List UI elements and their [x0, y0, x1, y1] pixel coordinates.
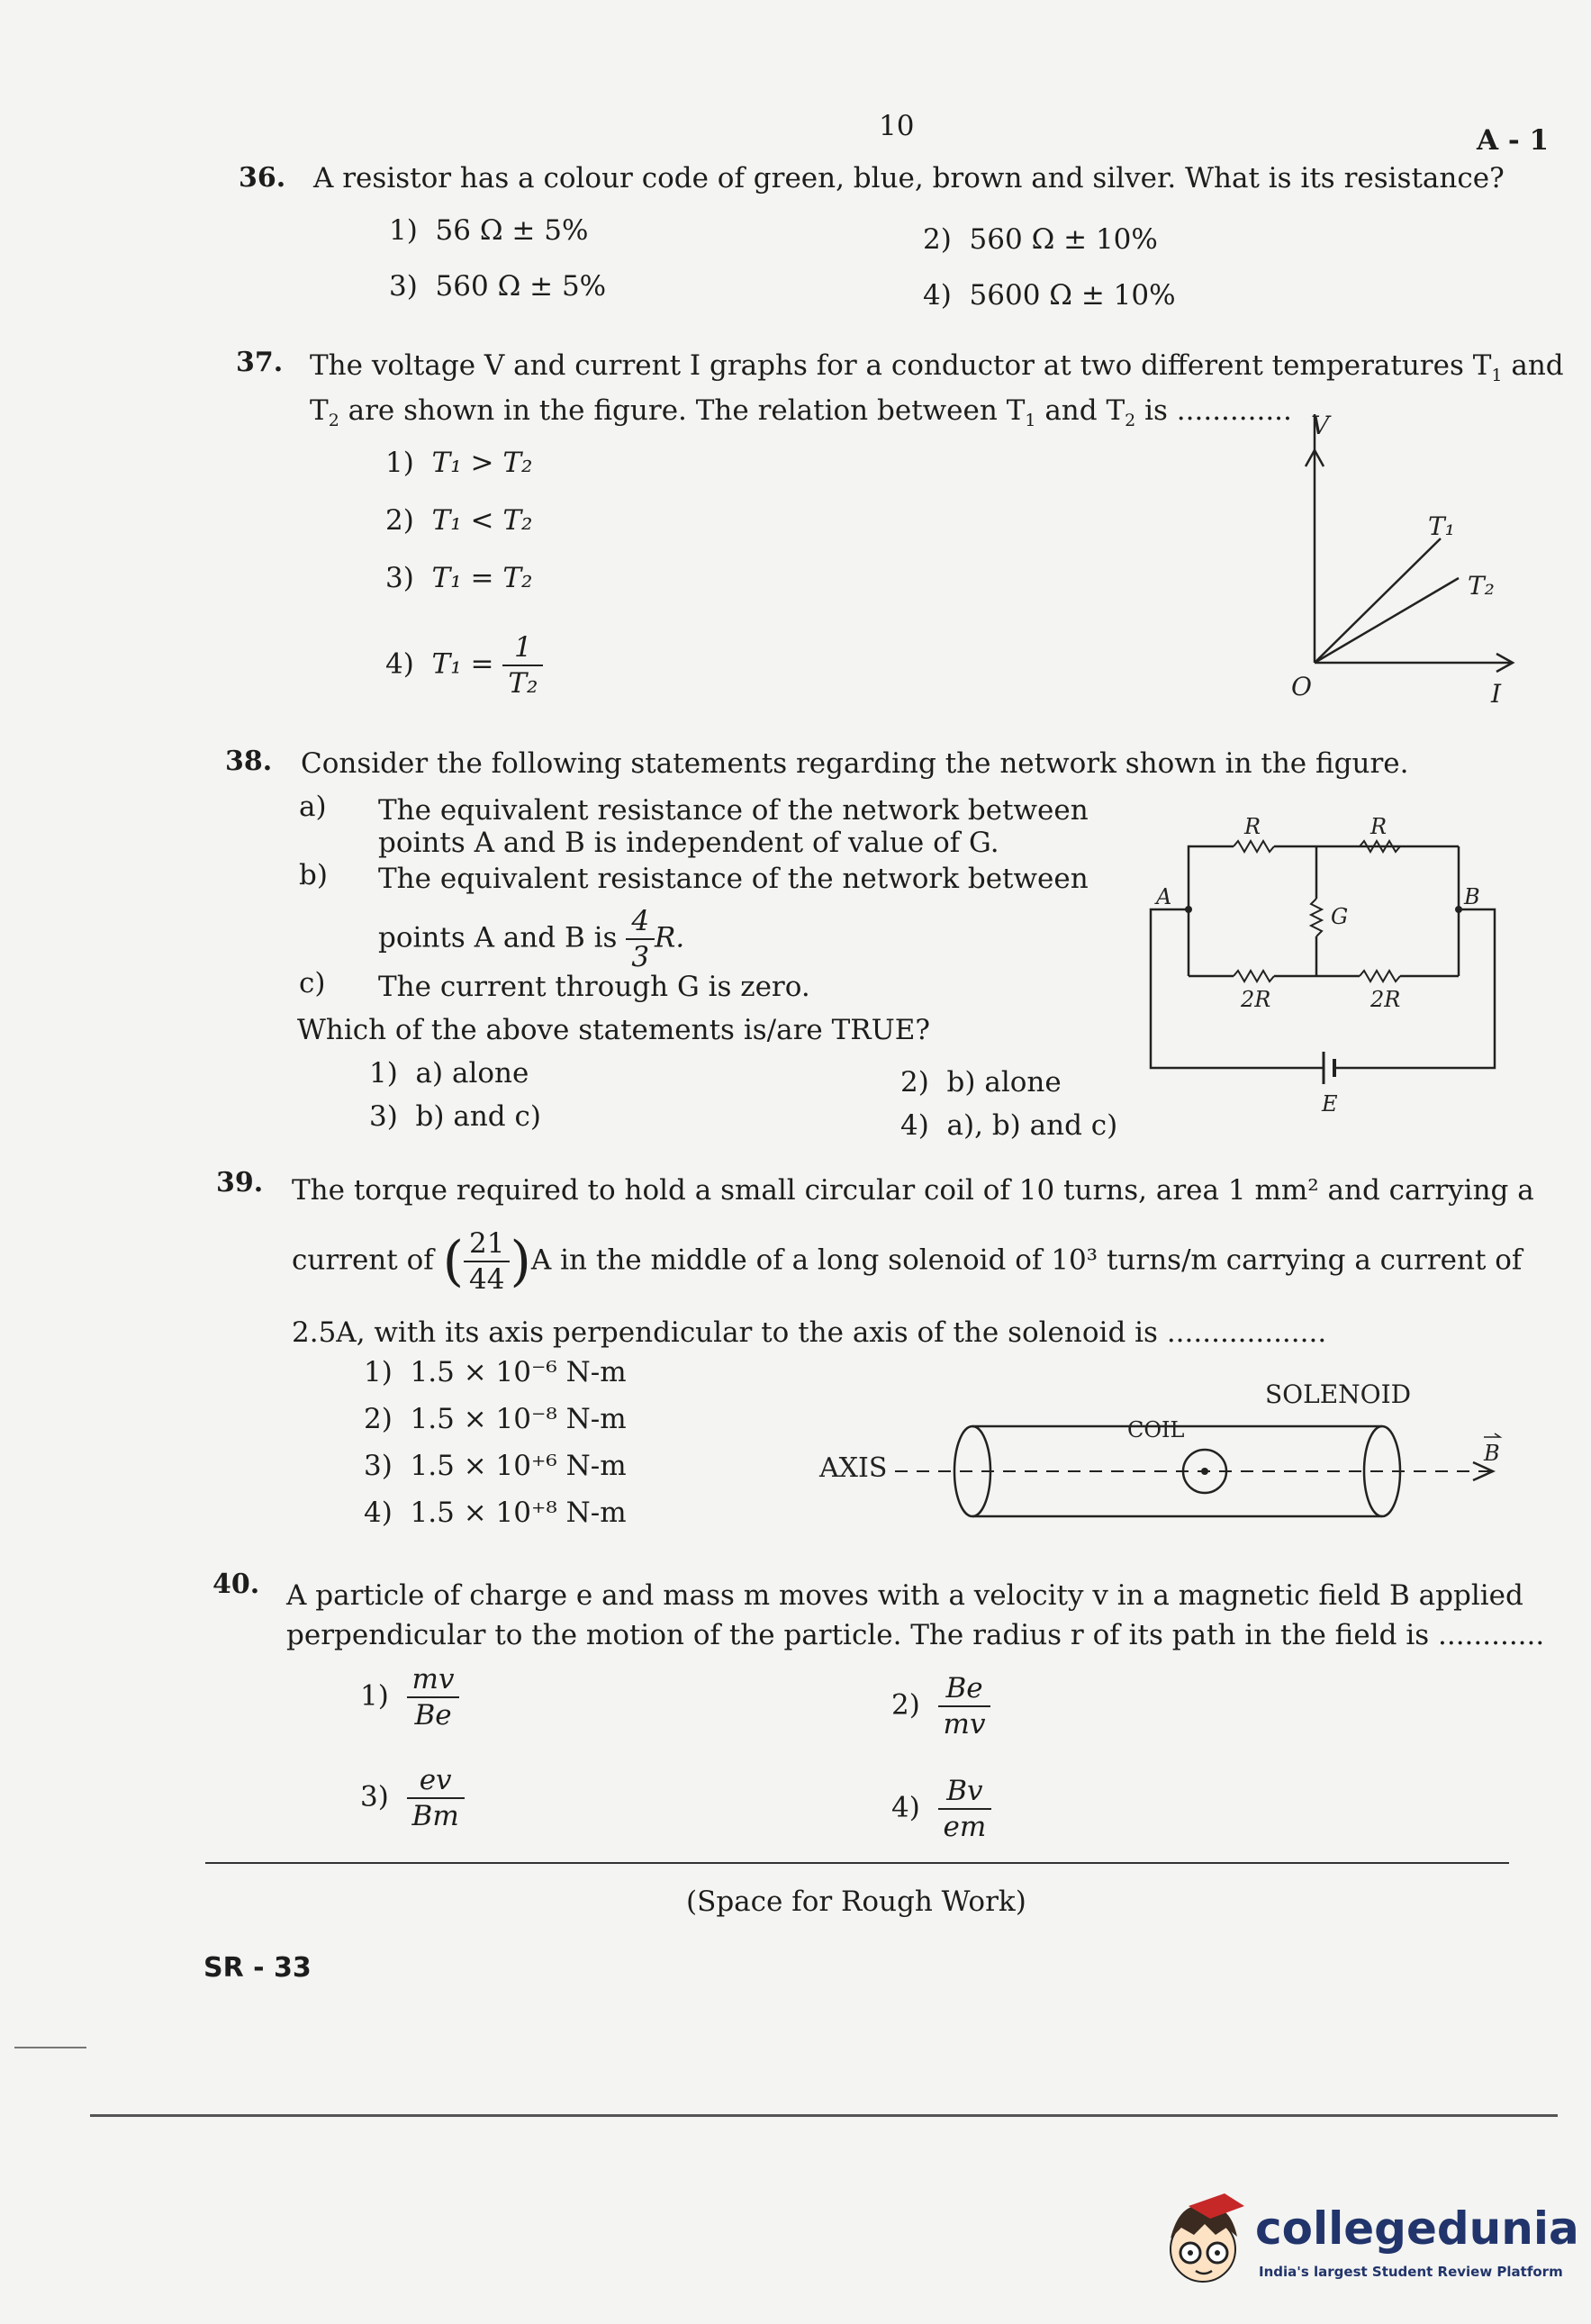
- logo-name: collegedunia: [1255, 2202, 1579, 2255]
- question-ask: Which of the above statements is/are TRUE?: [297, 1014, 930, 1046]
- label-node-b: B: [1464, 884, 1480, 909]
- statement-b-line-2: points A and B is $\frac{4}{3}$ R.: [378, 905, 685, 973]
- question-number: 37.: [236, 347, 284, 378]
- option-2: 2) b) alone: [900, 1066, 1062, 1099]
- label-r-bottom-right: 2R: [1370, 987, 1401, 1012]
- option-1: 1) 1.5 × 10⁻⁶ N-m: [364, 1356, 627, 1388]
- label-node-a: A: [1156, 884, 1172, 909]
- resistor-top-left: [1234, 841, 1274, 852]
- statement-c-line-1: The current through G is zero.: [378, 971, 810, 1003]
- statement-c-label: c): [299, 967, 326, 999]
- option-1: 1) 56 Ω ± 5%: [389, 214, 589, 247]
- label-g: G: [1331, 904, 1349, 929]
- field-b-label: B: [1484, 1441, 1500, 1466]
- collegedunia-logo: [1162, 2186, 1579, 2294]
- option-2: 2) 1.5 × 10⁻⁸ N-m: [364, 1403, 627, 1435]
- mascot-icon: [1162, 2186, 1261, 2294]
- question-number: 38.: [225, 746, 273, 777]
- option-2: 2) $\frac{Be}{mv}$: [891, 1671, 990, 1741]
- option-4: 4) $\frac{Bv}{em}$: [891, 1774, 991, 1844]
- logo-tagline: India's largest Student Review Platform: [1259, 2264, 1563, 2280]
- question-text: A resistor has a colour code of green, blue, brown and silver. What is its resistance?: [313, 162, 1505, 194]
- option-1: 1) $\frac{mv}{Be}$: [360, 1662, 459, 1732]
- question-line-1: A particle of charge e and mass m moves with a velocity v in a magnetic field B applied: [286, 1579, 1523, 1612]
- question-text: Consider the following statements regarding the network shown in the figure.: [301, 747, 1409, 780]
- question-line-3: 2.5A, with its axis perpendicular to the axis of the solenoid is ..................: [292, 1316, 1327, 1349]
- question-line-1: The voltage V and current I graphs for a conductor at two different temperatures $T_1$ and: [310, 349, 1564, 386]
- vector-arrow-icon: [1484, 1433, 1500, 1437]
- galvanometer-g: [1311, 899, 1322, 936]
- question-number: 39.: [216, 1167, 264, 1198]
- option-3: 3) 560 Ω ± 5%: [389, 270, 607, 303]
- vi-graph: [1279, 411, 1549, 720]
- option-1: 1) T₁ > T₂: [385, 447, 533, 479]
- solenoid-label: SOLENOID: [1265, 1379, 1412, 1409]
- node-b-dot: [1455, 906, 1462, 913]
- question-line-2: $T_2$ are shown in the figure. The relation between $T_1$ and $T_2$ is .............: [310, 394, 1292, 431]
- statement-a-label: a): [299, 791, 327, 823]
- page-number: 10: [879, 110, 915, 142]
- option-3: 3) T₁ = T₂: [385, 562, 533, 594]
- node-a-dot: [1185, 906, 1192, 913]
- resistor-bottom-left: [1234, 971, 1274, 981]
- t1-label: T₁: [1428, 511, 1455, 541]
- option-4: 4) 5600 Ω ± 10%: [923, 279, 1176, 312]
- label-r-bottom-left: 2R: [1241, 987, 1271, 1012]
- question-number: 40.: [212, 1569, 260, 1600]
- option-2: 2) 560 Ω ± 10%: [923, 223, 1158, 256]
- option-1: 1) a) alone: [369, 1057, 529, 1090]
- resistor-bottom-right: [1360, 971, 1400, 981]
- option-4: 4) T₁ = $\frac{1}{\text{T₂}}$: [385, 630, 543, 701]
- paper-code: A - 1: [1477, 124, 1550, 157]
- statement-b-line-1: The equivalent resistance of the network between: [378, 863, 1089, 895]
- origin-label: O: [1291, 672, 1312, 701]
- margin-mark: [14, 2047, 86, 2048]
- x-axis-label: I: [1491, 679, 1502, 709]
- circuit-diagram: [1134, 810, 1513, 1135]
- question-line-2: perpendicular to the motion of the particle. The radius r of its path in the field is ............: [286, 1619, 1545, 1651]
- t2-label: T₂: [1468, 571, 1495, 601]
- rough-work-label: (Space for Rough Work): [686, 1885, 1026, 1918]
- option-2: 2) T₁ < T₂: [385, 504, 533, 537]
- page-bottom-rule: [90, 2114, 1558, 2117]
- question-line-2: current of ( $\frac{21}{44}$ )A in the middle of a long solenoid of 10³ turns/m carrying a current of: [292, 1227, 1523, 1296]
- option-3: 3) b) and c): [369, 1100, 541, 1133]
- option-4: 4) a), b) and c): [900, 1109, 1118, 1142]
- label-cell-e: E: [1322, 1091, 1338, 1117]
- label-r-top-left: R: [1244, 814, 1261, 839]
- coil-label: COIL: [1127, 1417, 1185, 1442]
- option-3: 3) 1.5 × 10⁺⁶ N-m: [364, 1450, 627, 1482]
- option-4: 4) 1.5 × 10⁺⁸ N-m: [364, 1497, 627, 1529]
- question-number: 36.: [239, 162, 286, 194]
- statement-b-label: b): [299, 859, 328, 891]
- y-axis-label: V: [1311, 411, 1330, 440]
- paper-series-code: SR - 33: [203, 1952, 312, 1984]
- question-line-1: The torque required to hold a small circular coil of 10 turns, area 1 mm² and carrying a: [292, 1174, 1534, 1207]
- statement-a-line-2: points A and B is independent of value of G.: [378, 827, 999, 859]
- statement-a-line-1: The equivalent resistance of the network between: [378, 794, 1089, 827]
- axis-label: AXIS: [819, 1452, 888, 1484]
- option-3: 3) $\frac{ev}{Bm}$: [360, 1763, 465, 1833]
- footer-rule: [205, 1862, 1509, 1864]
- solenoid-figure: [810, 1378, 1513, 1522]
- label-r-top-right: R: [1370, 814, 1388, 839]
